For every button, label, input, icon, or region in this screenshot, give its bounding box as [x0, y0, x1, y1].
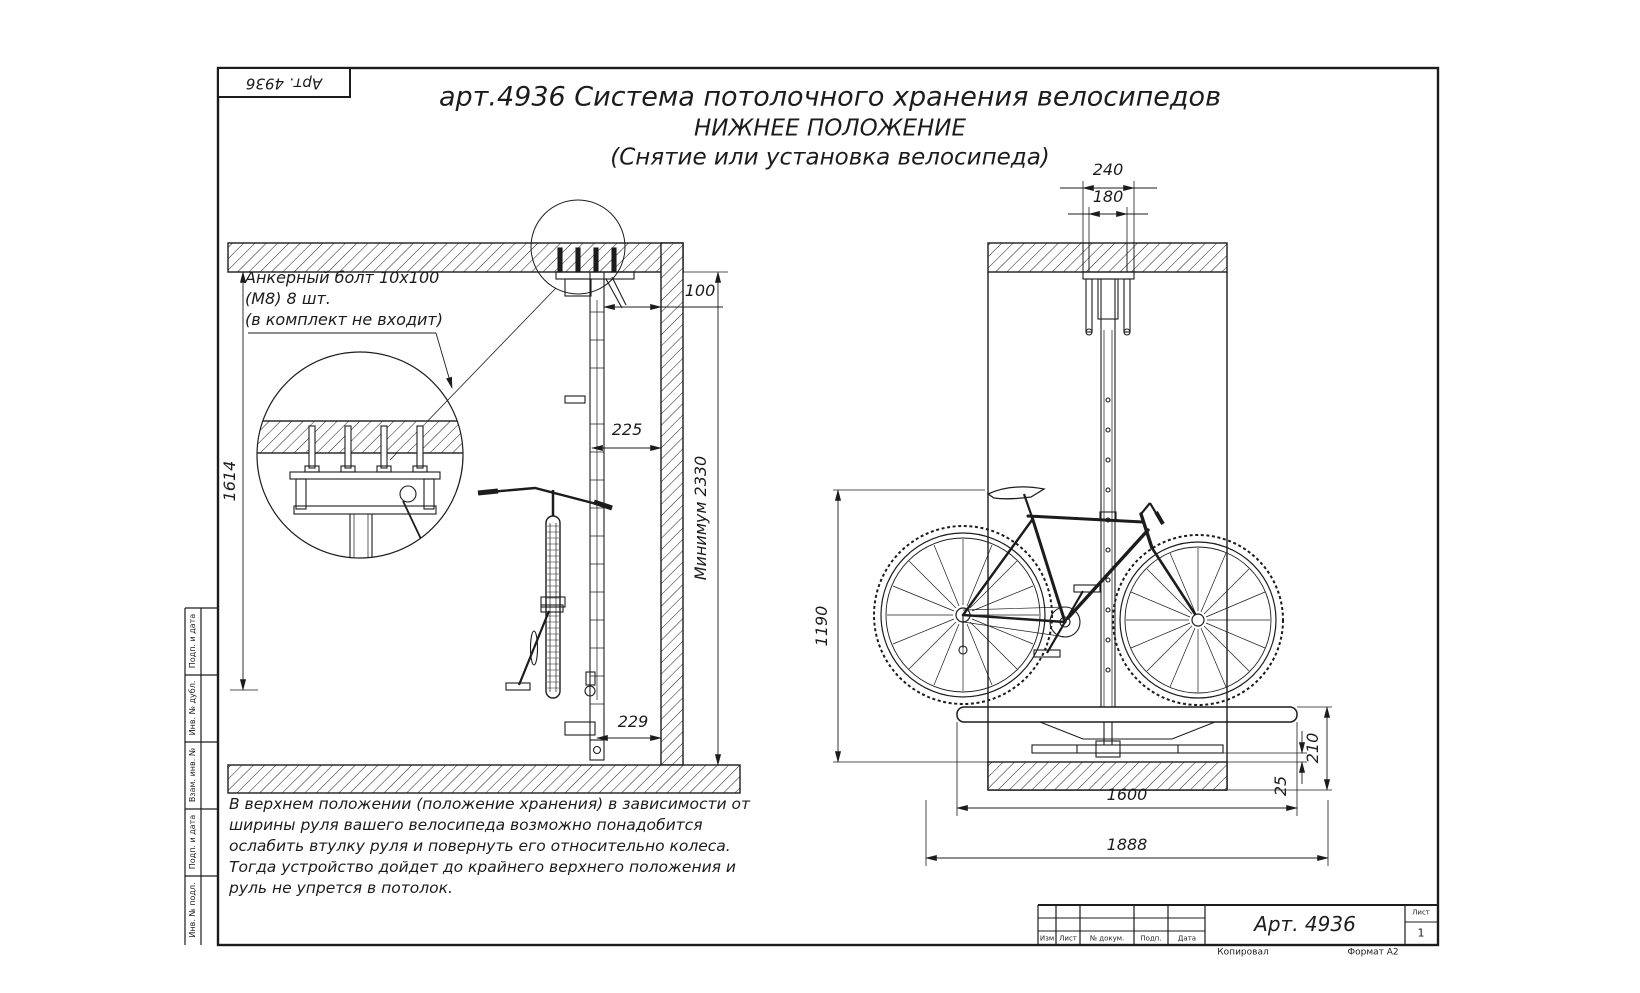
footnote-line5: руль не упрется в потолок. — [229, 879, 453, 897]
title-block-col-list: Лист — [1059, 934, 1077, 943]
dimension-label-1614: 1614 — [220, 460, 239, 502]
anchor-bolt-note-line2: (М8) 8 шт. — [245, 289, 331, 308]
copied-by-label: Копировал — [1217, 947, 1269, 958]
right-view-linework — [833, 181, 1332, 866]
dimension-label-1190: 1190 — [812, 605, 831, 647]
dimension-label-1888: 1888 — [1106, 835, 1148, 854]
dimension-label-229: 229 — [617, 712, 649, 731]
footnote-line1: В верхнем положении (положение хранения) в зависимости от — [229, 795, 751, 813]
drawing-title: арт.4936 Система потолочного хранения велосипедов — [439, 81, 1221, 113]
dimension-label-1600: 1600 — [1106, 785, 1148, 804]
dimension-label-240: 240 — [1092, 160, 1124, 179]
dimension-label-210: 210 — [1303, 732, 1322, 764]
side-strip-label-3: Взам. инв. № — [188, 747, 197, 803]
side-strip-label-2: Инв. № дубл. — [188, 680, 197, 736]
footnote-line4: Тогда устройство дойдет до крайнего верхнего положения и — [229, 858, 737, 876]
detail-view-linework — [250, 352, 470, 560]
side-strip-label-5: Инв. № подл. — [188, 882, 197, 938]
dimension-label-180: 180 — [1092, 187, 1124, 206]
anchor-bolt-note-line1: Анкерный болт 10х100 — [245, 268, 440, 287]
title-block-col-podp: Подп. — [1140, 934, 1162, 943]
title-block-doc-code: Арт. 4936 — [1254, 912, 1356, 936]
title-block-col-izm: Изм — [1039, 934, 1055, 943]
title-block-sheet-label: Лист — [1412, 908, 1430, 917]
drawing-subtitle-note: (Снятие или установка велосипеда) — [610, 144, 1050, 171]
side-strip-label-4: Подп. и дата — [188, 814, 197, 870]
dimension-label-100: 100 — [684, 281, 716, 300]
footnote-line2: ширины руля вашего велосипеда возможно понадобится — [229, 816, 703, 834]
drawing-subtitle: НИЖНЕЕ ПОЛОЖЕНИЕ — [693, 115, 967, 142]
dimension-label-225: 225 — [611, 420, 643, 439]
anchor-bolt-note-line3: (в комплект не входит) — [245, 310, 443, 329]
dimension-label-min-2330: Минимум 2330 — [691, 455, 710, 581]
title-block-col-docnum: № докум. — [1089, 934, 1125, 943]
top-stamp-code: Арт. 4936 — [245, 74, 323, 93]
title-block-sheet-number: 1 — [1417, 926, 1425, 940]
side-strip-label-1: Подп. и дата — [188, 613, 197, 669]
title-block-col-data: Дата — [1177, 934, 1197, 943]
format-label: Формат А2 — [1347, 947, 1399, 958]
footnote-line3: ослабить втулку руля и повернуть его относительно колеса. — [229, 837, 731, 855]
dimension-label-25: 25 — [1271, 775, 1290, 797]
